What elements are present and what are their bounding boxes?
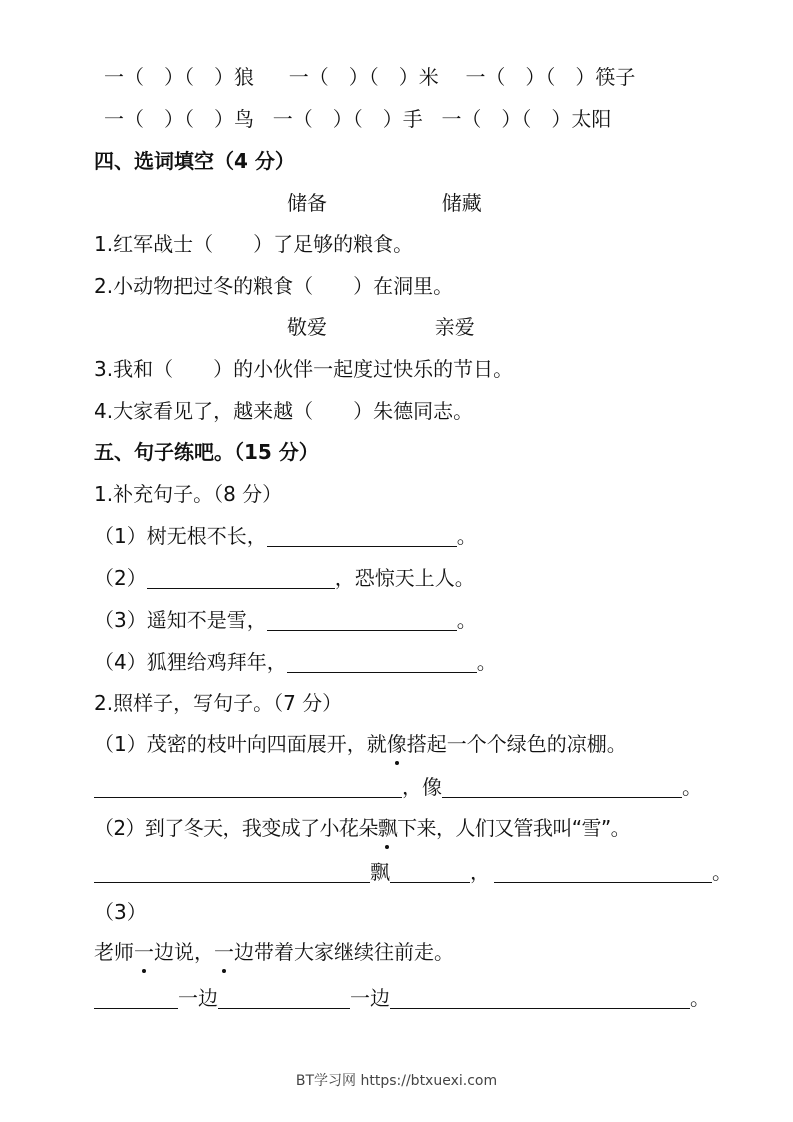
fill-sentence-2: [94, 564, 475, 592]
answer-blank[interactable]: [218, 986, 350, 1009]
sentence-text: 下来，人们又管我叫“雪”。: [397, 816, 631, 840]
sentence-text: 老师: [94, 940, 134, 964]
answer-blank[interactable]: [147, 566, 335, 589]
measure-item: 一（ ）（ ）狼: [104, 65, 254, 89]
answer-blank[interactable]: [94, 775, 402, 798]
measure-item: 一（ ）（ ）鸟: [104, 107, 254, 131]
part2-title: 2.照样子，写句子。（7 分）: [94, 691, 343, 715]
measure-item: 一（ ）（ ）太阳: [441, 107, 612, 131]
word-pair-1: [287, 189, 482, 217]
sentence-text: 。: [690, 986, 710, 1010]
measure-item: 一（ ）（ ）手: [272, 107, 423, 131]
question-1: 1.红军战士（ ）了足够的粮食。: [94, 232, 414, 256]
fill-sentence-1: [94, 522, 477, 550]
measure-words-row-2: [104, 105, 611, 133]
word-option: 敬爱: [287, 315, 327, 339]
answer-blank[interactable]: [390, 860, 470, 883]
sentence-text: 边说，: [154, 940, 214, 964]
sentence-text: 飘: [370, 860, 390, 884]
answer-blank[interactable]: [442, 775, 682, 798]
answer-blank[interactable]: [267, 524, 457, 547]
sentence-text: （1）茂密的枝叶向四面展开，就: [94, 732, 387, 756]
example-3-label: （3）: [94, 900, 147, 924]
fill-sentence-4: [94, 648, 497, 676]
answer-blank[interactable]: [94, 986, 178, 1009]
sentence-text: 搭起一个个绿色的凉棚。: [406, 732, 627, 756]
example-sentence-3: [94, 938, 454, 966]
question-4: 4.大家看见了，越来越（ ）朱德同志。: [94, 399, 474, 423]
emphasis-char: 一: [214, 940, 234, 964]
sentence-text: ，: [470, 860, 490, 884]
measure-item: 一（ ）（ ）米: [288, 65, 439, 89]
part1-title: 1.补充句子。（8 分）: [94, 482, 283, 506]
word-pair-2: [287, 313, 475, 341]
answer-blank[interactable]: [267, 608, 457, 631]
sentence-text: 一边: [350, 986, 390, 1010]
sentence-text: ，恐惊天上人。: [334, 566, 475, 590]
sentence-text: （4）狐狸给鸡拜年，: [94, 650, 287, 674]
sentence-text: （2）: [94, 566, 147, 590]
sentence-text: ，像: [402, 775, 442, 799]
question-3: 3.我和（ ）的小伙伴一起度过快乐的节日。: [94, 357, 514, 381]
word-option: 储藏: [441, 191, 482, 215]
answer-line-3: [94, 984, 710, 1012]
answer-blank[interactable]: [390, 986, 690, 1009]
example-sentence-1: [94, 730, 627, 758]
footer-watermark: BT学习网 https://btxuexi.com: [295, 1073, 498, 1089]
section4-title: 四、选词填空（4 分）: [94, 149, 295, 173]
sentence-text: 。: [456, 608, 477, 632]
answer-blank[interactable]: [287, 650, 477, 673]
word-option: 储备: [287, 191, 327, 215]
sentence-text: （2）到了冬天，我变成了小花朵: [94, 816, 378, 840]
sentence-text: （3）遥知不是雪，: [94, 608, 267, 632]
example-sentence-2: [94, 814, 630, 842]
answer-line-2: [94, 858, 732, 886]
sentence-text: 一边: [178, 986, 218, 1010]
sentence-text: 边带着大家继续往前走。: [234, 940, 454, 964]
answer-blank[interactable]: [494, 860, 712, 883]
emphasis-char: 一: [134, 940, 154, 964]
emphasis-char: 飘: [377, 816, 398, 840]
emphasis-char: 像: [386, 732, 407, 756]
sentence-text: （1）树无根不长，: [94, 524, 267, 548]
sentence-text: 。: [712, 860, 732, 884]
sentence-text: 。: [476, 650, 497, 674]
sentence-text: 。: [456, 524, 477, 548]
section5-title: 五、句子练吧。（15 分）: [94, 440, 319, 464]
word-option: 亲爱: [434, 315, 475, 339]
fill-sentence-3: [94, 606, 477, 634]
measure-item: 一（ ）（ ）筷子: [465, 65, 636, 89]
sentence-text: 。: [682, 775, 702, 799]
answer-blank[interactable]: [94, 860, 370, 883]
question-2: 2.小动物把过冬的粮食（ ）在洞里。: [94, 274, 454, 298]
answer-line-1: [94, 773, 702, 801]
measure-words-row-1: [104, 63, 635, 91]
